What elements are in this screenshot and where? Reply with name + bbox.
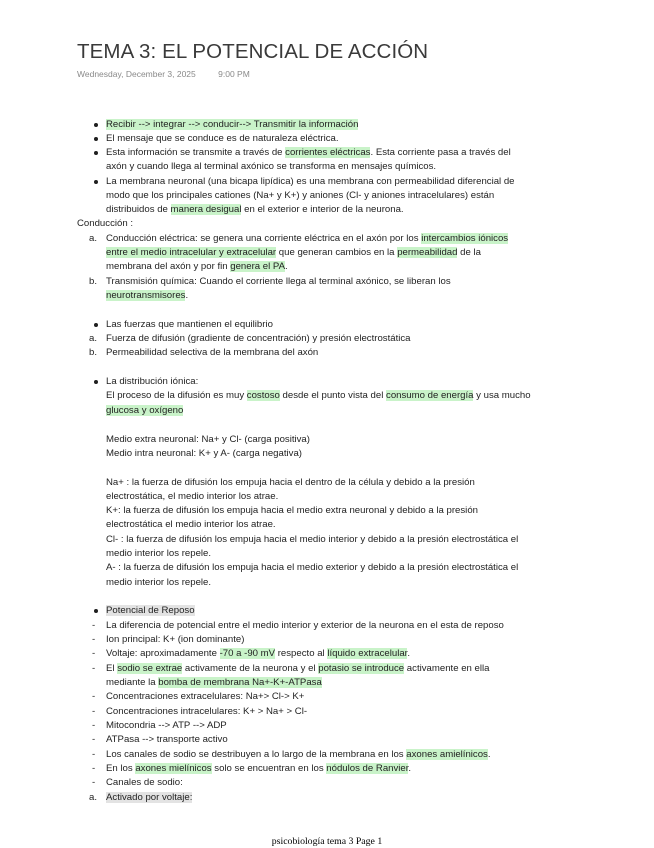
bullet-icon: [94, 609, 98, 613]
note-line: [106, 146, 511, 159]
bullet-icon: [94, 137, 98, 141]
note-line: [106, 533, 518, 546]
note-line: [106, 318, 273, 331]
bullet-icon: [94, 151, 98, 155]
highlighted-text: Activado por voltaje:: [106, 792, 193, 803]
note-line: [106, 647, 410, 660]
note-line: [106, 490, 278, 503]
list-marker: -: [92, 634, 96, 645]
note-line: [106, 275, 451, 288]
note-line: [106, 175, 515, 188]
note-line: [106, 404, 183, 417]
note-line: [106, 561, 518, 574]
text-segment: El proceso de la difusión es muy: [106, 390, 247, 401]
text-segment: activamente de la neurona y el: [182, 663, 319, 674]
highlighted-text: corrientes eléctricas: [285, 147, 371, 158]
text-segment: .: [185, 290, 189, 301]
text-segment: Medio extra neuronal: Na+ y Cl- (carga positiva): [106, 434, 310, 445]
text-segment: mediante la: [106, 677, 159, 688]
bullet-icon: [94, 180, 98, 184]
text-segment: modo que los principales cationes (Na+ y K+) y aniones (Cl- y aniones intracelulares) están: [106, 190, 495, 201]
note-line: [106, 791, 192, 804]
highlighted-text: sodio se extrae: [117, 663, 183, 674]
text-segment: La diferencia de potencial entre el medio interior y exterior de la neurona en el esta de reposo: [106, 620, 504, 631]
note-line: [106, 576, 211, 589]
note-line: [106, 389, 531, 402]
text-segment: que generan cambios en la: [276, 247, 398, 258]
text-segment: en el exterior e interior de la neurona.: [241, 204, 404, 215]
bullet-icon: [94, 323, 98, 327]
note-line: [106, 189, 494, 202]
text-segment: electrostática, el medio interior los atrae.: [106, 491, 279, 502]
text-segment: La distribución iónica:: [106, 376, 199, 387]
note-line: [106, 375, 198, 388]
list-marker: a.: [89, 792, 98, 803]
text-segment: Cl- : la fuerza de difusión los empuja hacia el medio interior y debido a la presión electrostática el: [106, 534, 519, 545]
text-segment: Transmisión química: Cuando el corriente llega al terminal axónico, se liberan los: [106, 276, 451, 287]
text-segment: A- : la fuerza de difusión los empuja hacia el medio exterior y debido a la presión electrostática el: [106, 562, 519, 573]
list-marker: a.: [89, 233, 98, 244]
highlighted-text: bomba de membrana Na+-K+-ATPasa: [158, 677, 322, 688]
list-marker: -: [92, 706, 96, 717]
list-marker: b.: [89, 276, 98, 287]
note-line: [106, 132, 339, 145]
list-marker: a.: [89, 333, 98, 344]
text-segment: Canales de sodio:: [106, 777, 183, 788]
page-title: TEMA 3: EL POTENCIAL DE ACCIÓN: [77, 40, 429, 63]
text-segment: membrana del axón y por fin: [106, 261, 231, 272]
list-marker: -: [92, 749, 96, 760]
note-line: [106, 676, 322, 689]
list-marker: -: [92, 777, 96, 788]
text-segment: La membrana neuronal (una bicapa lipídica) es una membrana con permeabilidad diferencial de: [106, 176, 515, 187]
bullet-icon: [94, 380, 98, 384]
note-line: [106, 246, 481, 259]
note-line: [106, 705, 307, 718]
highlighted-text: consumo de energía: [386, 390, 474, 401]
bullet-icon: [94, 123, 98, 127]
highlighted-text: entre el medio intracelular y extracelular: [106, 247, 277, 258]
text-segment: de la: [457, 247, 481, 258]
text-segment: y usa mucho: [473, 390, 531, 401]
note-line: [106, 203, 404, 216]
list-marker: -: [92, 620, 96, 631]
highlighted-text: potasio se introduce: [318, 663, 405, 674]
text-segment: Ion principal: K+ (ion dominante): [106, 634, 245, 645]
highlighted-text: Potencial de Reposo: [106, 605, 195, 616]
text-segment: medio interior los repele.: [106, 577, 212, 588]
note-line: [106, 118, 358, 131]
text-segment: K+: la fuerza de difusión los empuja hacia el medio extra neuronal y debido a la presión: [106, 505, 478, 516]
text-segment: .: [487, 749, 491, 760]
highlighted-text: intercambios iónicos: [421, 233, 509, 244]
text-segment: Fuerza de difusión (gradiente de concentración) y presión electrostática: [106, 333, 411, 344]
highlighted-text: glucosa y oxígeno: [106, 405, 184, 416]
text-segment: En los: [106, 763, 136, 774]
list-marker: b.: [89, 347, 98, 358]
highlighted-text: -70 a -90 mV: [219, 648, 276, 659]
text-segment: Mitocondria --> ATP --> ADP: [106, 720, 227, 731]
text-segment: El: [106, 663, 118, 674]
text-segment: Los canales de sodio se destribuyen a lo largo de la membrana en los: [106, 749, 407, 760]
text-segment: Permeabilidad selectiva de la membrana del axón: [106, 347, 319, 358]
text-segment: Concentraciones intracelulares: K+ > Na+ > Cl-: [106, 706, 308, 717]
text-segment: Conducción :: [77, 218, 133, 229]
note-line: [106, 289, 188, 302]
text-segment: medio interior los repele.: [106, 548, 212, 559]
highlighted-text: axones amielínicos: [406, 749, 488, 760]
note-line: [106, 332, 411, 345]
text-segment: Medio intra neuronal: K+ y A- (carga negativa): [106, 448, 302, 459]
note-line: [106, 346, 318, 359]
text-segment: ATPasa --> transporte activo: [106, 734, 228, 745]
list-marker: -: [92, 763, 96, 774]
note-line: [106, 504, 478, 517]
text-segment: distribuidos de: [106, 204, 171, 215]
highlighted-text: manera desigual: [170, 204, 242, 215]
text-segment: activamente en ella: [404, 663, 490, 674]
note-line: [106, 604, 195, 617]
note-line: [106, 690, 304, 703]
text-segment: Las fuerzas que mantienen el equilibrio: [106, 319, 273, 330]
note-line: [106, 776, 183, 789]
text-segment: Esta información se transmite a través de: [106, 147, 286, 158]
text-segment: Voltaje: aproximadamente: [106, 648, 220, 659]
text-segment: El mensaje que se conduce es de naturaleza eléctrica.: [106, 133, 339, 144]
note-line: [106, 547, 211, 560]
note-line: [106, 447, 302, 460]
text-segment: .: [408, 763, 412, 774]
highlighted-text: costoso: [246, 390, 280, 401]
text-segment: desde el punto vista del: [279, 390, 387, 401]
note-date: Wednesday, December 3, 2025: [77, 69, 196, 79]
note-line: [106, 160, 436, 173]
note-time: 9:00 PM: [218, 69, 250, 79]
highlighted-text: líquido extracelular: [327, 648, 408, 659]
text-segment: axón y cuando llega al terminal axónico se transforma en mensajes químicos.: [106, 161, 437, 172]
highlighted-text: Recibir --> integrar --> conducir--> Transmitir la información: [106, 119, 359, 130]
note-line: [106, 719, 227, 732]
text-segment: Concentraciones extracelulares: Na+> Cl-> K+: [106, 691, 305, 702]
note-line: [106, 733, 228, 746]
list-marker: -: [92, 663, 96, 674]
highlighted-text: genera el PA: [230, 261, 286, 272]
note-line: [106, 748, 491, 761]
highlighted-text: nódulos de Ranvier: [326, 763, 409, 774]
note-line: [106, 662, 489, 675]
text-segment: electrostática el medio interior los atrae.: [106, 519, 276, 530]
highlighted-text: neurotransmisores: [106, 290, 186, 301]
page-footer: psicobiología tema 3 Page 1: [271, 836, 383, 847]
note-line: [106, 433, 310, 446]
highlighted-text: axones mielínicos: [135, 763, 212, 774]
list-marker: -: [92, 691, 96, 702]
text-segment: . Esta corriente pasa a través del: [370, 147, 511, 158]
note-line: [106, 476, 475, 489]
text-segment: Conducción eléctrica: se genera una corriente eléctrica en el axón por los: [106, 233, 422, 244]
highlighted-text: permeabilidad: [397, 247, 458, 258]
note-line: [106, 619, 504, 632]
list-marker: -: [92, 720, 96, 731]
text-segment: Na+ : la fuerza de difusión los empuja hacia el dentro de la célula y debido a la presión: [106, 477, 475, 488]
note-line: [106, 260, 288, 273]
text-segment: .: [285, 261, 288, 272]
text-segment: respecto al: [275, 648, 328, 659]
text-segment: .: [407, 648, 410, 659]
note-line: [106, 762, 411, 775]
note-line: [106, 633, 244, 646]
note-line: [106, 518, 276, 531]
list-marker: -: [92, 734, 96, 745]
note-line: [106, 232, 508, 245]
note-line: [77, 217, 133, 230]
text-segment: solo se encuentran en los: [211, 763, 327, 774]
list-marker: -: [92, 648, 96, 659]
note-meta: [77, 69, 250, 79]
